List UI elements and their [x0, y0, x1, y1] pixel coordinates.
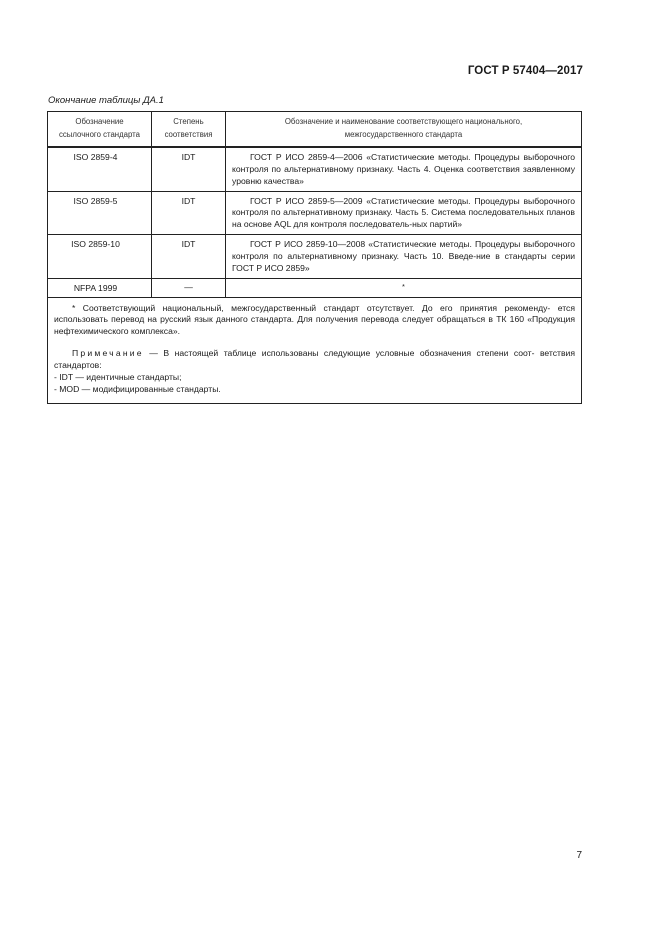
degree-cell: IDT [152, 235, 226, 279]
name-line: выборочного контроля по альтернативному признаку. Часть 4. Оценка [232, 152, 575, 174]
page-number: 7 [576, 850, 582, 861]
name-line: выборочного контроля по альтернативному признаку. Часть 10. Введе- [232, 239, 575, 262]
note-text: — В настоящей таблице использованы следующие условные обозначения степени соот- [149, 348, 535, 359]
degree-cell: IDT [152, 147, 226, 191]
name-line: соответствия заявленному уровню качества» [232, 163, 575, 186]
note-text: ветствия стандартов: [54, 348, 575, 371]
note-label: Примечание [72, 348, 144, 359]
header-line: Обозначение [75, 117, 124, 127]
note-item: - MOD — модифицированные стандарты. [54, 383, 221, 394]
header-line: соответствия [164, 130, 213, 139]
national-standard-cell [226, 147, 582, 191]
column-header-reference-standard [48, 112, 152, 148]
reference-code-cell: ISO 2859-5 [48, 191, 152, 235]
table-row [48, 147, 582, 191]
document-code: ГОСТ Р 57404—2017 [467, 65, 583, 77]
national-standard-cell [226, 191, 582, 235]
table-caption: Окончание таблицы ДА.1 [48, 95, 164, 106]
degree-cell: IDT [152, 191, 226, 235]
header-line: Степень [173, 117, 204, 127]
footnote-line: * Соответствующий национальный, межгосударственный стандарт отсутствует. До его принятия рекоменду- [72, 302, 551, 313]
name-line: выборочного контроля по альтернативному признаку. Часть 5. Система [232, 195, 575, 218]
table-row [48, 278, 582, 297]
name-line: ГОСТ Р ИСО 2859-5—2009 «Статистические методы. Процедуры [250, 195, 520, 206]
name-line: ГОСТ Р ИСО 2859-4—2006 «Статистические методы. Процедуры [250, 152, 520, 162]
reference-code-cell: NFPA 1999 [48, 278, 152, 297]
name-line: ных партий» [412, 219, 463, 230]
table-header-row [48, 112, 582, 148]
footnote-line: ется использовать перевод на русский язык данного стандарта. Для получения перевода следует обращаться в [54, 302, 576, 325]
table-row [48, 191, 582, 235]
standards-table [47, 111, 582, 404]
header-line: межгосударственного стандарта [344, 130, 463, 139]
header-line: ссылочного стандарта [59, 130, 140, 139]
footnote [54, 303, 575, 339]
table-notes-row [48, 297, 582, 403]
header-line: Обозначение и наименование соответствующего национального, [284, 117, 523, 127]
table-row [48, 235, 582, 279]
note-item: - IDT — идентичные стандарты; [54, 371, 182, 382]
note [54, 348, 575, 395]
national-standard-cell: * [226, 278, 582, 297]
name-line: последовательных планов на основе AQL для контроля последователь- [232, 207, 575, 230]
reference-code-cell: ISO 2859-10 [48, 235, 152, 279]
name-line: ние в стандарты серии ГОСТ Р ИСО 2859» [232, 251, 575, 273]
degree-cell: — [152, 278, 226, 297]
column-header-degree [152, 112, 226, 148]
name-line: ГОСТ Р ИСО 2859-10—2008 «Статистические методы. Процедуры [250, 239, 521, 250]
national-standard-cell [226, 235, 582, 279]
column-header-national-standard [226, 112, 582, 148]
footnote-line: ТК 160 «Продукция нефтехимического комплекса». [54, 314, 576, 337]
notes-cell [48, 297, 582, 403]
reference-code-cell: ISO 2859-4 [48, 147, 152, 191]
